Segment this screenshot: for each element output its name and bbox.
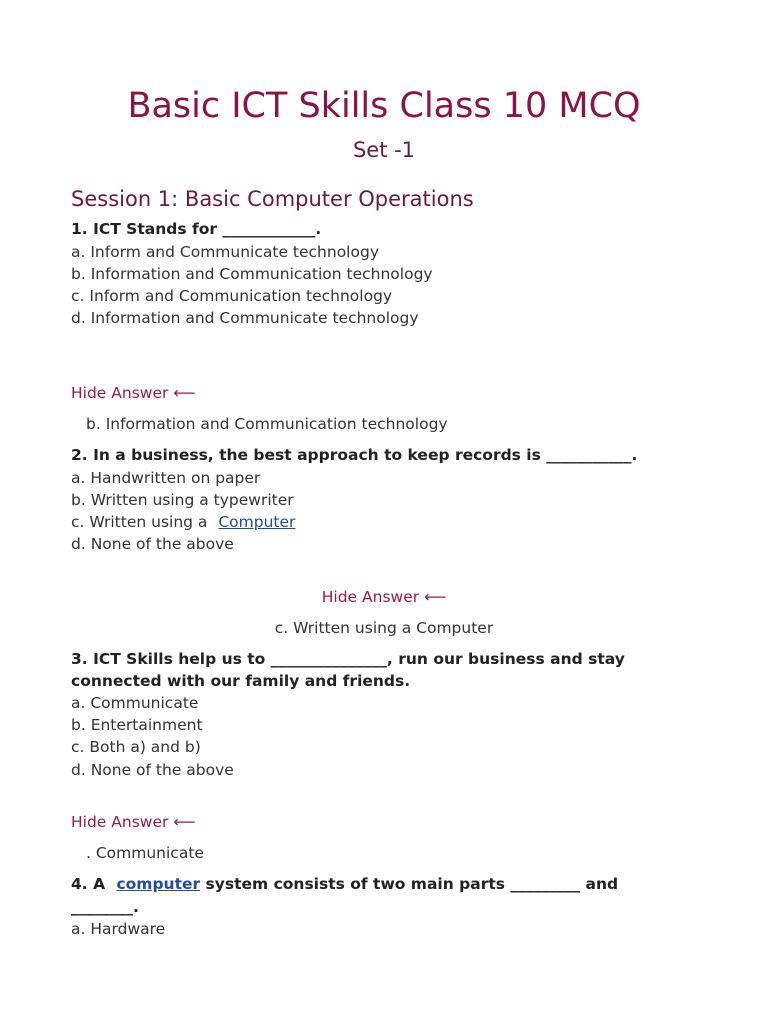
- q4-suffix: system consists of two main parts _________ and: [200, 875, 619, 893]
- q2-option-c-text: c. Written using a: [71, 513, 213, 531]
- question-3-line-2: connected with our family and friends.: [71, 672, 411, 690]
- question-1: 1. ICT Stands for ____________.: [71, 220, 322, 238]
- q2-option-a: a. Handwritten on paper: [71, 469, 261, 487]
- computer-link-q4[interactable]: computer: [116, 875, 201, 893]
- q2-option-c: [71, 512, 295, 532]
- q2-answer: c. Written using a Computer: [274, 619, 494, 637]
- q1-option-c: c. Inform and Communication technology: [71, 287, 393, 305]
- q3-option-a: a. Communicate: [71, 694, 199, 712]
- set-subtitle: Set -1: [352, 138, 416, 162]
- computer-link[interactable]: Computer: [218, 513, 296, 531]
- question-4-line-2: ________.: [71, 898, 139, 916]
- q1-option-a: a. Inform and Communicate technology: [71, 243, 379, 261]
- q3-option-b: b. Entertainment: [71, 716, 203, 734]
- q3-hide-answer-toggle[interactable]: Hide Answer ⟵: [71, 813, 196, 831]
- session-heading: Session 1: Basic Computer Operations: [71, 187, 474, 211]
- q1-option-b: b. Information and Communication technology: [71, 265, 433, 283]
- q4-prefix: 4. A: [71, 875, 111, 893]
- q1-answer: b. Information and Communication technology: [86, 415, 448, 433]
- question-4-line-1: [71, 874, 618, 894]
- page-title: Basic ICT Skills Class 10 MCQ: [127, 86, 641, 126]
- q2-option-d: d. None of the above: [71, 535, 234, 553]
- q4-option-a: a. Hardware: [71, 920, 166, 938]
- q2-hide-answer-toggle[interactable]: Hide Answer ⟵: [321, 588, 447, 606]
- question-3-line-1: 3. ICT Skills help us to _______________, run our business and stay: [71, 650, 625, 668]
- q3-option-d: d. None of the above: [71, 761, 234, 779]
- q2-option-b: b. Written using a typewriter: [71, 491, 294, 509]
- q3-option-c: c. Both a) and b): [71, 738, 201, 756]
- q1-hide-answer-toggle[interactable]: Hide Answer ⟵: [71, 384, 196, 402]
- q3-answer: . Communicate: [86, 844, 204, 862]
- question-2: 2. In a business, the best approach to keep records is ___________.: [71, 446, 638, 464]
- q1-option-d: d. Information and Communicate technology: [71, 309, 419, 327]
